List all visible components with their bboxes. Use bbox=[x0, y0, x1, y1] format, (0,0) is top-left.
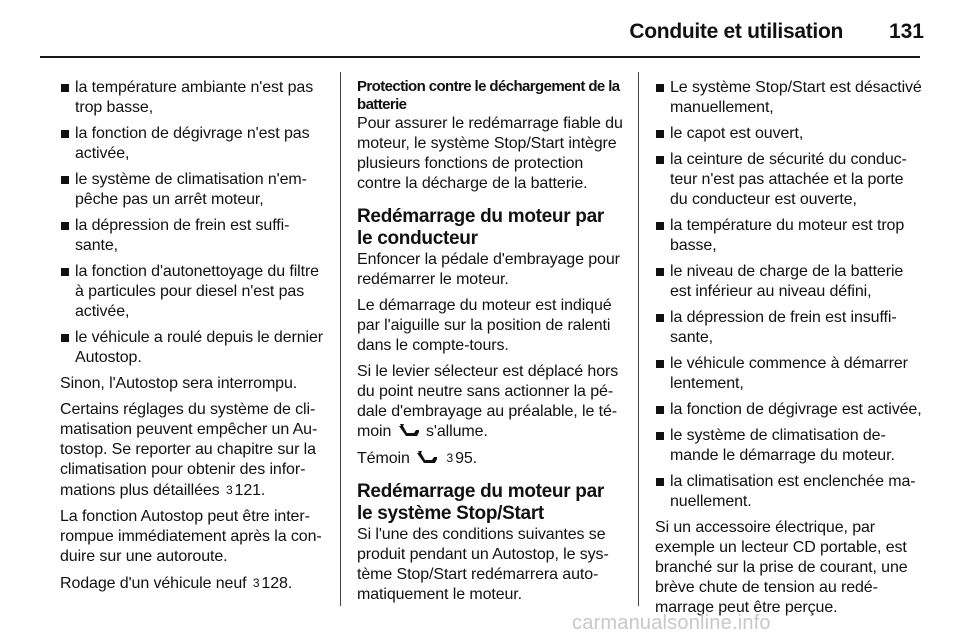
paragraph-with-reference bbox=[357, 448, 623, 469]
column-divider-1 bbox=[340, 72, 341, 606]
paragraph-with-reference bbox=[60, 573, 326, 594]
page-number: 131 bbox=[888, 20, 924, 43]
list-item: le véhicule a roulé depuis le dernier Autostop. bbox=[60, 328, 326, 368]
list-item: le capot est ouvert, bbox=[655, 124, 925, 144]
subheading-battery-protection: Protection contre le déchargement de la batterie bbox=[357, 78, 620, 113]
page-reference-link[interactable]: 128. bbox=[261, 575, 293, 592]
paragraph: Si un accessoire électrique, par exemple un lecteur CD portable, est branché sur la prise de courant, une brève chute de tension au redémarrage peut être perçue. bbox=[655, 519, 908, 616]
paragraph: Enfoncer la pédale d'embrayage pour redémarrer le moteur. bbox=[357, 251, 620, 288]
page-title: Conduite et utilisation bbox=[629, 20, 843, 43]
autostop-indicator-icon bbox=[398, 424, 420, 438]
list-item: la fonction de dégivrage est activée, bbox=[655, 400, 925, 420]
column-2 bbox=[357, 78, 623, 611]
heading-driver-restart: Redémarrage du moteur par le conducteur bbox=[357, 206, 604, 249]
list-item: la climatisation est enclenchée manuellement. bbox=[655, 472, 925, 512]
paragraph-text: Témoin bbox=[357, 450, 410, 467]
list-item: la ceinture de sécurité du conducteur n'est pas attachée et la porte du conducteur est ouverte, bbox=[655, 150, 925, 210]
list-item: la fonction de dégivrage n'est pas activée, bbox=[60, 124, 326, 164]
paragraph: Sinon, l'Autostop sera interrompu. bbox=[60, 375, 298, 392]
page-reference-icon: 3 bbox=[252, 576, 260, 590]
list-item: le véhicule commence à démarrer lentement, bbox=[655, 354, 925, 394]
paragraph-with-icon bbox=[357, 362, 623, 442]
list-item: le système de climatisation n'empêche pas un arrêt moteur, bbox=[60, 170, 326, 210]
paragraph-text: Certains réglages du système de climatisation peuvent empêcher un Autostop. Se reporter au chapitre sur la climatisation pour obtenir des informations plus détaillées bbox=[60, 401, 318, 499]
condition-list-1 bbox=[60, 78, 326, 368]
page-reference-icon: 3 bbox=[225, 483, 233, 497]
paragraph-text: Rodage d'un véhicule neuf bbox=[60, 575, 247, 592]
list-item: la dépression de frein est suffisante, bbox=[60, 216, 326, 256]
page-reference-icon: 3 bbox=[446, 451, 454, 465]
autostop-indicator-icon bbox=[416, 451, 438, 465]
paragraph: Le démarrage du moteur est indiqué par l'aiguille sur la position de ralenti dans le compte-tours. bbox=[357, 297, 612, 354]
heading-system-restart: Redémarrage du moteur par le système Stop/Start bbox=[357, 481, 604, 524]
list-item: le niveau de charge de la batterie est inférieur au niveau défini, bbox=[655, 262, 925, 302]
paragraph-text: Si le levier sélecteur est déplacé hors du point neutre sans actionner la pédale d'embrayage au préalable, le témoin bbox=[357, 363, 619, 440]
page-reference-link[interactable]: 121. bbox=[234, 482, 266, 499]
list-item: la température du moteur est trop basse, bbox=[655, 216, 925, 256]
list-item: la dépression de frein est insuffisante, bbox=[655, 308, 925, 348]
paragraph-text: s'allume. bbox=[426, 423, 488, 440]
watermark: carmanualsonline.info bbox=[572, 612, 771, 634]
column-3 bbox=[655, 78, 925, 624]
list-item: la fonction d'autonettoyage du filtre à particules pour diesel n'est pas activée, bbox=[60, 262, 326, 322]
paragraph: Si l'une des conditions suivantes se produit pendant un Autostop, le système Stop/Start redémarrera automatiquement le moteur. bbox=[357, 526, 609, 603]
column-1 bbox=[60, 78, 326, 600]
condition-list-2 bbox=[655, 78, 925, 512]
paragraph-with-reference bbox=[60, 400, 326, 501]
list-item: la température ambiante n'est pas trop basse, bbox=[60, 78, 326, 118]
paragraph: Pour assurer le redémarrage fiable du moteur, le système Stop/Start intègre plusieurs fonctions de protection contre la décharge de la batterie. bbox=[357, 115, 623, 192]
page-reference-link[interactable]: 95. bbox=[455, 450, 478, 467]
paragraph: La fonction Autostop peut être interrompue immédiatement après la conduire sur une autoroute. bbox=[60, 508, 322, 565]
column-divider-2 bbox=[638, 72, 639, 606]
list-item: Le système Stop/Start est désactivé manuellement, bbox=[655, 78, 925, 118]
header-divider bbox=[40, 56, 920, 58]
list-item: le système de climatisation demande le démarrage du moteur. bbox=[655, 426, 925, 466]
